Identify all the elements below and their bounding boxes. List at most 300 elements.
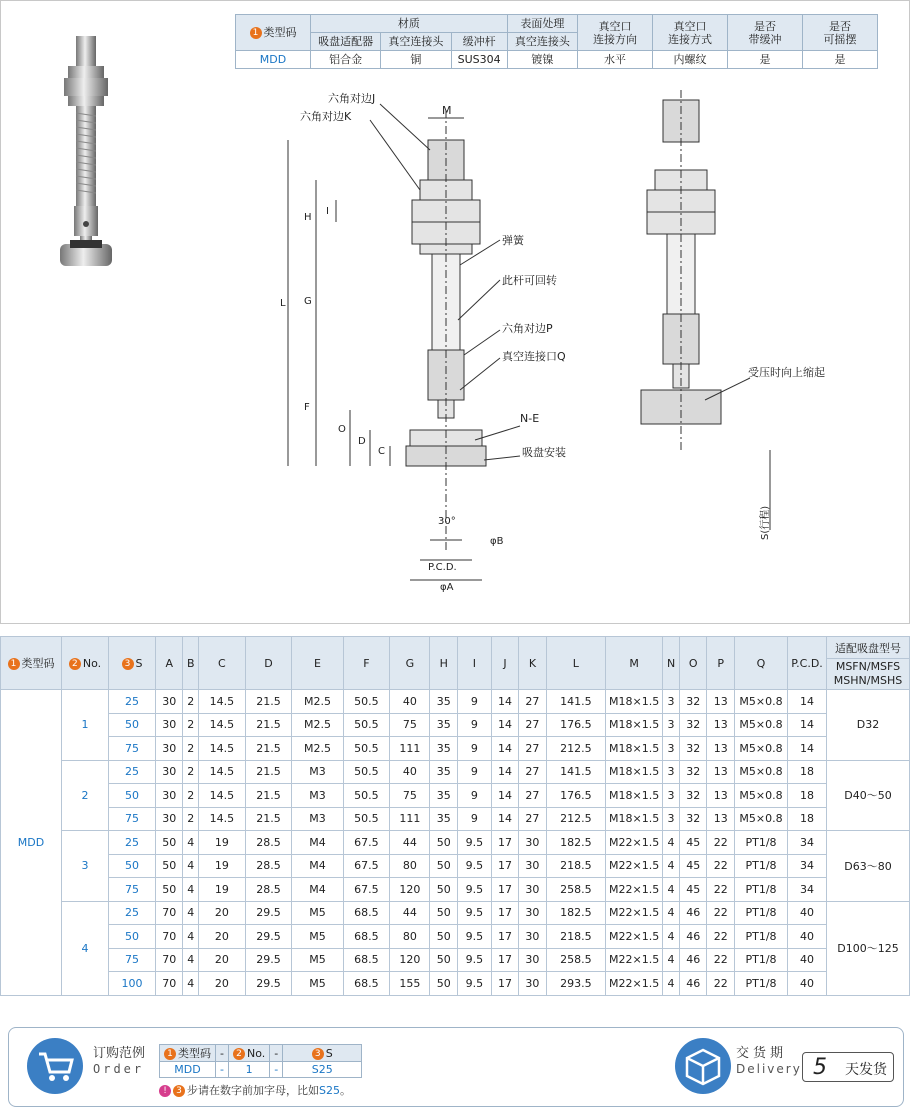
table-cell: 19 xyxy=(199,854,246,878)
delivery-box-icon xyxy=(675,1038,731,1094)
table-cell: 50 xyxy=(430,972,457,996)
product-photo xyxy=(40,28,130,278)
table-cell: 4 xyxy=(183,925,199,949)
table-cell: 75 xyxy=(390,784,430,808)
label-angle: 30° xyxy=(438,516,456,527)
table-cell: 30 xyxy=(156,713,183,737)
table-cell: 70 xyxy=(156,925,183,949)
table-cell: 14.5 xyxy=(199,737,246,761)
table-cell: 50 xyxy=(430,901,457,925)
spec-swing-header: 是否 可摇摆 xyxy=(803,15,878,51)
cell-no: 3 xyxy=(62,831,109,902)
header-cup-models: MSFN/MSFS MSHN/MSHS xyxy=(827,659,910,690)
header-P: P xyxy=(707,637,735,690)
table-cell: 4 xyxy=(663,854,680,878)
table-cell: M18×1.5 xyxy=(606,737,663,761)
table-cell: 22 xyxy=(707,831,735,855)
table-cell: M5×0.8 xyxy=(735,713,788,737)
table-cell: 14 xyxy=(491,784,518,808)
table-cell: 50.5 xyxy=(343,690,390,714)
table-cell: 45 xyxy=(680,831,707,855)
table-cell: 40 xyxy=(788,948,827,972)
table-cell: 34 xyxy=(788,854,827,878)
table-cell: 14 xyxy=(788,713,827,737)
order-val: - xyxy=(270,1062,283,1078)
dim-L: L xyxy=(280,298,286,309)
table-cell: 4 xyxy=(663,831,680,855)
table-cell: M5 xyxy=(292,925,343,949)
table-cell: 9 xyxy=(457,690,491,714)
table-cell: 50 xyxy=(156,878,183,902)
table-cell: 21.5 xyxy=(245,737,292,761)
table-cell: 218.5 xyxy=(546,854,605,878)
table-cell: 50 xyxy=(430,854,457,878)
cell-s: 25 xyxy=(109,831,156,855)
table-cell: 22 xyxy=(707,854,735,878)
delivery-days-box xyxy=(802,1052,894,1082)
cell-s: 75 xyxy=(109,948,156,972)
spec-material-header: 材质 xyxy=(311,15,508,33)
table-cell: 182.5 xyxy=(546,901,605,925)
table-row xyxy=(1,972,910,996)
cell-s: 75 xyxy=(109,737,156,761)
table-cell: 27 xyxy=(519,690,546,714)
cell-type: MDD xyxy=(1,690,62,996)
header-s: 3 S xyxy=(109,637,156,690)
table-cell: 14.5 xyxy=(199,784,246,808)
table-cell: 4 xyxy=(183,948,199,972)
dim-D: D xyxy=(358,436,366,447)
table-cell: 35 xyxy=(430,807,457,831)
table-cell: 35 xyxy=(430,713,457,737)
table-cell: 182.5 xyxy=(546,831,605,855)
table-cell: 9.5 xyxy=(457,854,491,878)
table-cell: 30 xyxy=(519,972,546,996)
table-cell: 2 xyxy=(183,737,199,761)
table-cell: 120 xyxy=(390,948,430,972)
order-table xyxy=(159,1044,362,1078)
table-cell: 28.5 xyxy=(245,854,292,878)
spec-surface-header: 表面处理 xyxy=(507,15,577,33)
dim-F: F xyxy=(304,402,310,413)
table-cell: M5 xyxy=(292,901,343,925)
table-cell: M3 xyxy=(292,807,343,831)
table-cell: 27 xyxy=(519,760,546,784)
table-cell: M22×1.5 xyxy=(606,972,663,996)
cell-s: 75 xyxy=(109,807,156,831)
table-cell: 13 xyxy=(707,760,735,784)
table-cell: 4 xyxy=(663,948,680,972)
table-cell: 9.5 xyxy=(457,925,491,949)
table-cell: 44 xyxy=(390,901,430,925)
table-cell: 141.5 xyxy=(546,690,605,714)
header-no: 2 No. xyxy=(62,637,109,690)
table-cell: 141.5 xyxy=(546,760,605,784)
label-hexP: 六角对边P xyxy=(502,322,553,335)
table-cell: 258.5 xyxy=(546,878,605,902)
label-hexK: 六角对边K xyxy=(300,110,352,123)
header-F: F xyxy=(343,637,390,690)
cell-s: 50 xyxy=(109,925,156,949)
table-cell: 70 xyxy=(156,901,183,925)
header-K: K xyxy=(519,637,546,690)
dimension-table xyxy=(0,636,910,996)
table-cell: 17 xyxy=(491,901,518,925)
table-cell: 46 xyxy=(680,972,707,996)
table-cell: 29.5 xyxy=(245,925,292,949)
table-cell: 218.5 xyxy=(546,925,605,949)
table-cell: 20 xyxy=(199,901,246,925)
table-cell: 50.5 xyxy=(343,737,390,761)
table-cell: M22×1.5 xyxy=(606,878,663,902)
table-cell: 40 xyxy=(390,760,430,784)
table-cell: 21.5 xyxy=(245,690,292,714)
table-cell: M22×1.5 xyxy=(606,901,663,925)
table-cell: 35 xyxy=(430,760,457,784)
table-cell: M22×1.5 xyxy=(606,925,663,949)
table-cell: 13 xyxy=(707,737,735,761)
spec-sub-adapter: 吸盘适配器 xyxy=(311,33,381,51)
table-cell: 50.5 xyxy=(343,784,390,808)
table-cell: 18 xyxy=(788,807,827,831)
label-M: M xyxy=(442,104,452,117)
table-cell: 14 xyxy=(788,690,827,714)
table-cell: 212.5 xyxy=(546,807,605,831)
table-cell: 21.5 xyxy=(245,760,292,784)
table-cell: 4 xyxy=(663,901,680,925)
table-cell: 50 xyxy=(430,948,457,972)
table-cell: 28.5 xyxy=(245,878,292,902)
table-cell: 30 xyxy=(519,854,546,878)
table-cell: 3 xyxy=(663,807,680,831)
table-cell: 2 xyxy=(183,713,199,737)
table-cell: 20 xyxy=(199,948,246,972)
cell-s: 25 xyxy=(109,760,156,784)
header-D: D xyxy=(245,637,292,690)
dim-C: C xyxy=(378,446,385,457)
order-col: 2 No. xyxy=(228,1045,269,1062)
table-cell: 3 xyxy=(663,784,680,808)
table-cell: M5 xyxy=(292,948,343,972)
table-row xyxy=(1,690,910,714)
header-cup: 适配吸盘型号 xyxy=(827,637,910,659)
table-cell: 40 xyxy=(788,925,827,949)
table-cell: 13 xyxy=(707,713,735,737)
table-cell: 67.5 xyxy=(343,831,390,855)
delivery-unit: 天发货 xyxy=(845,1062,887,1078)
table-cell: M22×1.5 xyxy=(606,948,663,972)
table-cell: 40 xyxy=(390,690,430,714)
table-cell: M3 xyxy=(292,784,343,808)
table-cell: PT1/8 xyxy=(735,948,788,972)
spec-table xyxy=(235,14,878,69)
table-cell: 30 xyxy=(156,737,183,761)
table-row xyxy=(1,807,910,831)
delivery-days: 5 xyxy=(813,1055,827,1080)
cell-cup: D32 xyxy=(827,690,910,761)
table-cell: M18×1.5 xyxy=(606,713,663,737)
table-cell: 18 xyxy=(788,760,827,784)
order-col: 3 S xyxy=(283,1045,362,1062)
table-cell: 40 xyxy=(788,901,827,925)
label-hexJ: 六角对边J xyxy=(328,92,376,105)
header-Q: Q xyxy=(735,637,788,690)
table-cell: 17 xyxy=(491,831,518,855)
spec-vacconn-header: 真空口 连接方式 xyxy=(653,15,728,51)
table-cell: 176.5 xyxy=(546,784,605,808)
label-cup: 吸盘安装 xyxy=(522,446,566,459)
table-cell: 29.5 xyxy=(245,901,292,925)
table-cell: 17 xyxy=(491,948,518,972)
table-cell: 17 xyxy=(491,925,518,949)
table-row xyxy=(1,878,910,902)
header-O: O xyxy=(680,637,707,690)
table-cell: PT1/8 xyxy=(735,854,788,878)
table-cell: 9.5 xyxy=(457,878,491,902)
table-cell: 32 xyxy=(680,737,707,761)
label-vacQ: 真空连接口Q xyxy=(502,350,566,363)
table-cell: 18 xyxy=(788,784,827,808)
label-spring: 弹簧 xyxy=(502,234,524,247)
table-cell: 14.5 xyxy=(199,690,246,714)
table-cell: M18×1.5 xyxy=(606,760,663,784)
table-cell: 3 xyxy=(663,713,680,737)
spec-sub-vacuum: 真空连接头 xyxy=(381,33,451,51)
table-cell: 80 xyxy=(390,925,430,949)
table-cell: 22 xyxy=(707,925,735,949)
table-cell: PT1/8 xyxy=(735,878,788,902)
order-val: S25 xyxy=(283,1062,362,1078)
table-cell: 44 xyxy=(390,831,430,855)
table-cell: 30 xyxy=(156,807,183,831)
table-cell: 120 xyxy=(390,878,430,902)
table-cell: PT1/8 xyxy=(735,901,788,925)
table-cell: 14 xyxy=(788,737,827,761)
table-cell: 176.5 xyxy=(546,713,605,737)
table-cell: 2 xyxy=(183,807,199,831)
header-N: N xyxy=(663,637,680,690)
table-cell: M18×1.5 xyxy=(606,807,663,831)
table-cell: 9.5 xyxy=(457,948,491,972)
table-cell: 30 xyxy=(156,690,183,714)
table-cell: PT1/8 xyxy=(735,972,788,996)
cell-s: 75 xyxy=(109,878,156,902)
table-cell: M5×0.8 xyxy=(735,690,788,714)
table-row xyxy=(1,854,910,878)
table-cell: 50 xyxy=(430,831,457,855)
order-val: - xyxy=(216,1062,229,1078)
table-cell: 9.5 xyxy=(457,831,491,855)
table-cell: 2 xyxy=(183,690,199,714)
table-cell: 17 xyxy=(491,972,518,996)
label-NE: N-E xyxy=(520,412,540,425)
cell-cup: D63～80 xyxy=(827,831,910,902)
header-J: J xyxy=(491,637,518,690)
cell-s: 50 xyxy=(109,854,156,878)
table-cell: 14 xyxy=(491,713,518,737)
table-cell: 9.5 xyxy=(457,901,491,925)
table-cell: 27 xyxy=(519,713,546,737)
table-cell: M2.5 xyxy=(292,737,343,761)
dim-G: G xyxy=(304,296,312,307)
table-cell: 50 xyxy=(156,831,183,855)
table-cell: M3 xyxy=(292,760,343,784)
table-row xyxy=(1,831,910,855)
table-cell: 27 xyxy=(519,784,546,808)
cell-no: 1 xyxy=(62,690,109,761)
spec-value: 水平 xyxy=(578,51,653,69)
table-cell: M18×1.5 xyxy=(606,690,663,714)
table-cell: 155 xyxy=(390,972,430,996)
cell-no: 4 xyxy=(62,901,109,995)
table-cell: M5×0.8 xyxy=(735,807,788,831)
table-row xyxy=(1,948,910,972)
table-cell: 9 xyxy=(457,713,491,737)
spec-value: SUS304 xyxy=(451,51,507,69)
table-cell: 50 xyxy=(430,878,457,902)
table-cell: 13 xyxy=(707,784,735,808)
dim-I: I xyxy=(326,206,329,217)
order-val: 1 xyxy=(228,1062,269,1078)
table-cell: 14.5 xyxy=(199,807,246,831)
header-G: G xyxy=(390,637,430,690)
label-pcd: P.C.D. xyxy=(428,562,457,573)
table-cell: 30 xyxy=(156,784,183,808)
table-cell: 32 xyxy=(680,713,707,737)
table-cell: 22 xyxy=(707,878,735,902)
table-cell: 67.5 xyxy=(343,854,390,878)
table-cell: 27 xyxy=(519,737,546,761)
spec-sub-surface: 真空连接头 xyxy=(507,33,577,51)
table-cell: 70 xyxy=(156,948,183,972)
table-cell: 17 xyxy=(491,854,518,878)
table-cell: 3 xyxy=(663,737,680,761)
table-cell: 46 xyxy=(680,925,707,949)
label-phiB: φB xyxy=(490,536,504,547)
table-cell: 9 xyxy=(457,784,491,808)
table-cell: 21.5 xyxy=(245,807,292,831)
table-cell: 3 xyxy=(663,690,680,714)
table-cell: 14.5 xyxy=(199,760,246,784)
header-I: I xyxy=(457,637,491,690)
table-cell: 45 xyxy=(680,854,707,878)
order-val: MDD xyxy=(160,1062,216,1078)
table-cell: 22 xyxy=(707,948,735,972)
table-cell: 34 xyxy=(788,831,827,855)
table-cell: M5 xyxy=(292,972,343,996)
table-cell: 14 xyxy=(491,690,518,714)
cell-cup: D40～50 xyxy=(827,760,910,831)
spec-value: 是 xyxy=(803,51,878,69)
table-cell: M5×0.8 xyxy=(735,760,788,784)
table-cell: 258.5 xyxy=(546,948,605,972)
order-col: - xyxy=(216,1045,229,1062)
table-cell: 20 xyxy=(199,925,246,949)
table-cell: 32 xyxy=(680,690,707,714)
spec-value: 是 xyxy=(728,51,803,69)
table-cell: M22×1.5 xyxy=(606,831,663,855)
table-cell: 13 xyxy=(707,807,735,831)
table-cell: 67.5 xyxy=(343,878,390,902)
table-cell: 22 xyxy=(707,972,735,996)
table-cell: 50 xyxy=(430,925,457,949)
header-type: 1 类型码 xyxy=(1,637,62,690)
table-cell: 212.5 xyxy=(546,737,605,761)
table-cell: M5×0.8 xyxy=(735,784,788,808)
table-cell: 4 xyxy=(183,878,199,902)
table-row xyxy=(1,901,910,925)
header-A: A xyxy=(156,637,183,690)
table-cell: 32 xyxy=(680,807,707,831)
table-cell: 28.5 xyxy=(245,831,292,855)
header-E: E xyxy=(292,637,343,690)
spec-value: 镀镍 xyxy=(507,51,577,69)
table-cell: PT1/8 xyxy=(735,925,788,949)
table-cell: 9 xyxy=(457,737,491,761)
spec-value: 铝合金 xyxy=(311,51,381,69)
table-cell: 22 xyxy=(707,901,735,925)
header-C: C xyxy=(199,637,246,690)
table-cell: 2 xyxy=(183,760,199,784)
table-cell: 293.5 xyxy=(546,972,605,996)
table-cell: M22×1.5 xyxy=(606,854,663,878)
table-row xyxy=(1,713,910,737)
table-cell: 111 xyxy=(390,737,430,761)
cell-s: 25 xyxy=(109,690,156,714)
order-en: Order xyxy=(93,1062,145,1076)
table-cell: 46 xyxy=(680,948,707,972)
table-cell: 20 xyxy=(199,972,246,996)
table-cell: 19 xyxy=(199,878,246,902)
table-cell: 4 xyxy=(663,878,680,902)
table-cell: 30 xyxy=(156,760,183,784)
table-cell: 68.5 xyxy=(343,948,390,972)
table-cell: M4 xyxy=(292,854,343,878)
table-cell: 21.5 xyxy=(245,713,292,737)
table-cell: 14 xyxy=(491,807,518,831)
delivery-en: Delivery xyxy=(736,1062,802,1076)
spec-value: 铜 xyxy=(381,51,451,69)
table-cell: 50.5 xyxy=(343,807,390,831)
table-row xyxy=(1,760,910,784)
table-cell: M5×0.8 xyxy=(735,737,788,761)
label-phiA: φA xyxy=(440,582,454,593)
label-rotate: 此杆可回转 xyxy=(502,274,557,287)
table-row xyxy=(1,784,910,808)
table-cell: M4 xyxy=(292,831,343,855)
table-cell: 68.5 xyxy=(343,901,390,925)
table-cell: 4 xyxy=(183,831,199,855)
order-note: ! 3 步请在数字前加字母，比如S25。 xyxy=(159,1082,351,1098)
table-cell: 68.5 xyxy=(343,972,390,996)
table-cell: 30 xyxy=(519,948,546,972)
dim-H: H xyxy=(304,212,312,223)
header-B: B xyxy=(183,637,199,690)
table-cell: 2 xyxy=(183,784,199,808)
dim-O: O xyxy=(338,424,346,435)
header-H: H xyxy=(430,637,457,690)
table-cell: 50 xyxy=(156,854,183,878)
cart-icon xyxy=(27,1038,83,1094)
table-cell: 45 xyxy=(680,878,707,902)
table-cell: 34 xyxy=(788,878,827,902)
spec-vacdir-header: 真空口 连接方向 xyxy=(578,15,653,51)
technical-drawing xyxy=(270,90,850,610)
table-cell: 4 xyxy=(183,972,199,996)
table-cell: 27 xyxy=(519,807,546,831)
table-cell: 40 xyxy=(788,972,827,996)
spec-buffer-header: 是否 带缓冲 xyxy=(728,15,803,51)
